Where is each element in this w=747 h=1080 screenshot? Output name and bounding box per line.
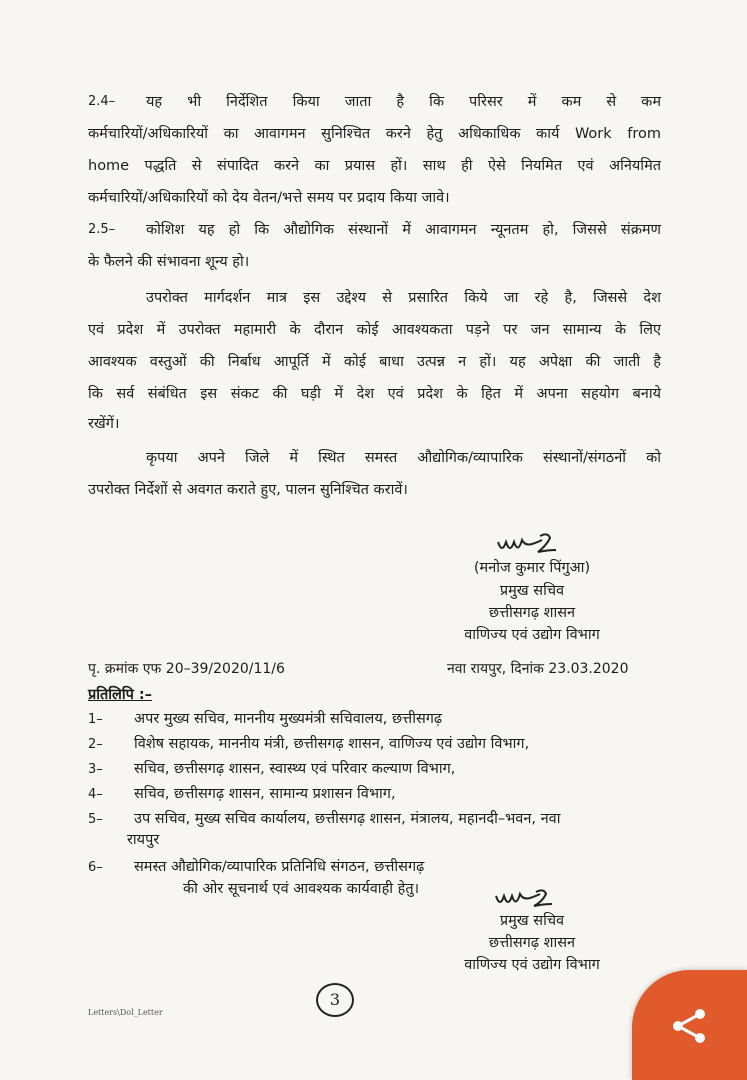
signatory-department: वाणिज्य एवं उद्योग विभाग <box>464 627 600 643</box>
copies-closing: की ओर सूचनार्थ एवं आवश्यक कार्यवाही हेतु। <box>183 881 420 897</box>
place-date: नवा रायपुर, दिनांक 23.03.2020 <box>447 661 629 677</box>
para-2-5-number: 2.5– <box>88 222 116 237</box>
copy-heading: प्रतिलिपि :– <box>88 687 152 703</box>
signature-mark-1 <box>494 532 574 560</box>
para-3-line-3: आवश्यक वस्तुओं की निर्बाध आपूर्ति में कोई बाधा उत्पन्न न हों। यह अपेक्षा की जाती है <box>88 354 661 370</box>
signatory-government: छत्तीसगढ़ शासन <box>488 605 576 621</box>
copy-1-number: 1– <box>88 712 103 727</box>
para-2-4-number: 2.4– <box>88 94 116 109</box>
para-3-line-1: उपरोक्त मार्गदर्शन मात्र इस उद्देश्य से प्रसारित किये जा रहे है, जिससे देश <box>146 290 661 306</box>
para-2-4-line-4: कर्मचारियों/अधिकारियों को देय वेतन/भत्ते समय पर प्रदाय किया जावे। <box>88 190 450 206</box>
page-number: 3 <box>316 983 354 1017</box>
para-2-4-line-2: कर्मचारियों/अधिकारियों का आवागमन सुनिश्चित करने हेतु अधिकाधिक कार्य Work from <box>88 126 661 142</box>
copy-2-text: विशेष सहायक, माननीय मंत्री, छत्तीसगढ़ शासन, वाणिज्य एवं उद्योग विभाग, <box>134 736 530 752</box>
signatory-2-government: छत्तीसगढ़ शासन <box>488 935 576 951</box>
share-button[interactable] <box>632 970 747 1080</box>
signatory-designation: प्रमुख सचिव <box>499 583 565 599</box>
copy-6-number: 6– <box>88 860 103 875</box>
copy-3-number: 3– <box>88 762 103 777</box>
signatory-2-designation: प्रमुख सचिव <box>499 913 565 929</box>
para-3-line-5: रखेंगें। <box>88 416 120 432</box>
para-4-line-2: उपरोक्त निर्देशों से अवगत कराते हुए, पालन सुनिश्चित करावें। <box>88 482 408 498</box>
copy-2-number: 2– <box>88 737 103 752</box>
para-4-line-1: कृपया अपने जिले में स्थित समस्त औद्योगिक/व्यापारिक संस्थानों/संगठनों को <box>146 450 661 466</box>
reference-number: पृ. क्रमांक एफ 20–39/2020/11/6 <box>88 661 285 677</box>
para-2-5-line-1: कोशिश यह हो कि औद्योगिक संस्थानों में आवागमन न्यूनतम हो, जिससे संक्रमण <box>146 222 661 238</box>
para-2-4-line-1: यह भी निर्देशित किया जाता है कि परिसर में कम से कम <box>146 94 661 110</box>
share-icon <box>670 1006 710 1046</box>
copy-4-text: सचिव, छत्तीसगढ़ शासन, सामान्य प्रशासन विभाग, <box>134 786 396 802</box>
signatory-2-department: वाणिज्य एवं उद्योग विभाग <box>464 957 600 973</box>
copy-1-text: अपर मुख्य सचिव, माननीय मुख्यमंत्री सचिवालय, छत्तीसगढ़ <box>134 711 443 727</box>
copy-6-text: समस्त औद्योगिक/व्यापारिक प्रतिनिधि संगठन, छत्तीसगढ़ <box>134 859 425 875</box>
para-2-5-line-2: के फैलने की संभावना शून्य हो। <box>88 254 250 270</box>
para-3-line-4: कि सर्व संबंधित इस संकट की घड़ी में देश एवं प्रदेश के हित में अपना सहयोग बनाये <box>88 386 661 402</box>
copy-5-number: 5– <box>88 812 103 827</box>
para-2-4-line-3: home पद्धति से संपादित करने का प्रयास हों। साथ ही ऐसे नियमित एवं अनियमित <box>88 158 661 174</box>
signatory-name: (मनोज कुमार पिंगुआ) <box>473 560 591 576</box>
copy-3-text: सचिव, छत्तीसगढ़ शासन, स्वास्थ्य एवं परिवार कल्याण विभाग, <box>134 761 456 777</box>
para-3-line-2: एवं प्रदेश में उपरोक्त महामारी के दौरान कोई आवश्यकता पड़ने पर जन सामान्य के लिए <box>88 322 661 338</box>
copy-5-continuation: रायपुर <box>127 832 160 848</box>
copy-4-number: 4– <box>88 787 103 802</box>
file-reference: Letters\Dol_Letter <box>88 1008 163 1017</box>
copy-5-text: उप सचिव, मुख्य सचिव कार्यालय, छत्तीसगढ़ शासन, मंत्रालय, महानदी–भवन, नवा <box>134 811 561 827</box>
